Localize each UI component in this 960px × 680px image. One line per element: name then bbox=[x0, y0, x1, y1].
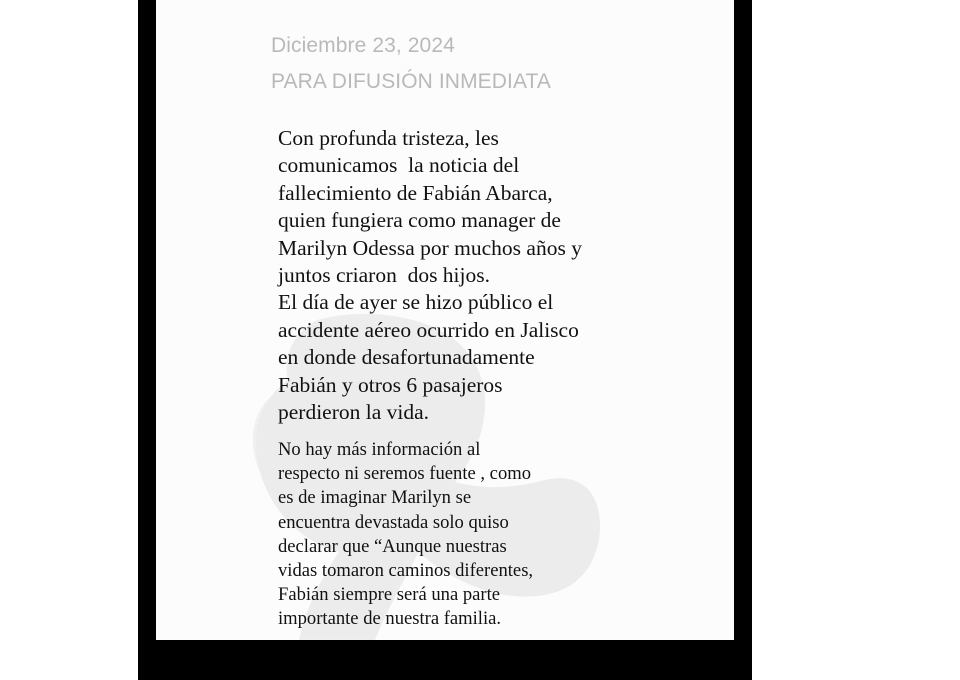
release-label: PARA DIFUSIÓN INMEDIATA bbox=[271, 70, 551, 93]
paragraph-2-line: Fabián siempre será una parte bbox=[278, 584, 500, 606]
paragraph-2-line: es de imaginar Marilyn se bbox=[278, 487, 472, 509]
paragraph-1-line: comunicamos la noticia del bbox=[278, 153, 520, 178]
paragraph-2-line: declarar que “Aunque nuestras bbox=[278, 535, 507, 557]
paragraph-2-line: importante de nuestra familia. bbox=[278, 608, 502, 630]
paragraph-2-line: encuentra devastada solo quiso bbox=[278, 511, 509, 533]
paragraph-2 bbox=[278, 438, 533, 632]
paragraph-1 bbox=[278, 125, 582, 426]
release-date: Diciembre 23, 2024 bbox=[271, 34, 455, 57]
paragraph-1-line: accidente aéreo ocurrido en Jalisco bbox=[278, 317, 579, 342]
paragraph-2-line: respecto ni seremos fuente , como bbox=[278, 463, 531, 485]
paragraph-1-line: Fabián y otros 6 pasajeros bbox=[278, 372, 503, 397]
paragraph-1-line: El día de ayer se hizo público el bbox=[278, 290, 554, 315]
paragraph-2-line: No hay más información al bbox=[278, 439, 481, 460]
document-header bbox=[271, 28, 551, 100]
paragraph-1-line: Con profunda tristeza, les bbox=[278, 126, 499, 150]
paragraph-1-line: quien fungiera como manager de bbox=[278, 208, 561, 233]
paragraph-1-line: perdieron la vida. bbox=[278, 400, 430, 425]
paragraph-2-line: vidas tomaron caminos diferentes, bbox=[278, 560, 534, 582]
paragraph-1-line: Marilyn Odessa por muchos años y bbox=[278, 235, 582, 260]
paragraph-1-line: juntos criaron dos hijos. bbox=[278, 263, 490, 288]
paragraph-1-line: en donde desafortunadamente bbox=[278, 345, 535, 370]
paragraph-1-line: fallecimiento de Fabián Abarca, bbox=[278, 180, 553, 205]
